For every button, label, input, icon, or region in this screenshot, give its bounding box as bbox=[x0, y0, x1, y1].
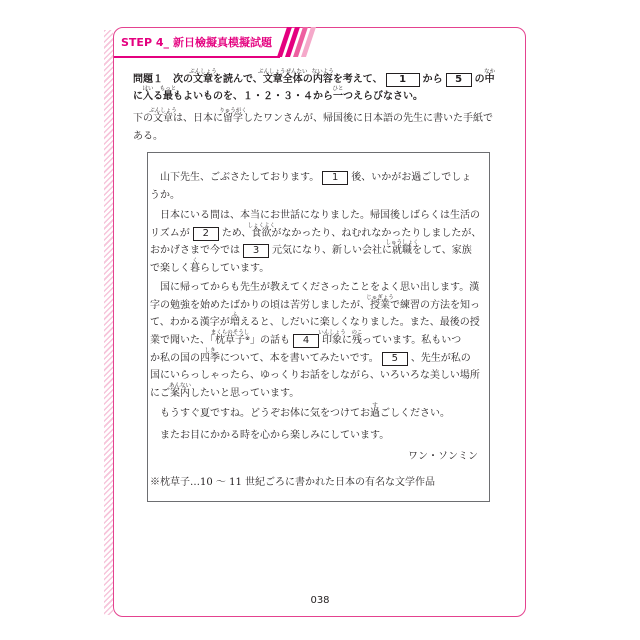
section-header bbox=[121, 36, 272, 50]
text-run: 国に帰ってからも先生が教えてくださったことをよく思い出します。漢 bbox=[160, 282, 480, 293]
furigana-base-text: 就職 bbox=[392, 245, 412, 256]
furigana-reading: じゅぎょう bbox=[366, 295, 394, 301]
furigana-reading: りゅうがく bbox=[219, 108, 247, 114]
text-run: おかげさまで今では bbox=[150, 245, 240, 256]
furigana-word bbox=[189, 69, 217, 86]
text-run: ごしください。 bbox=[380, 408, 450, 419]
footnote-mark: ※ bbox=[245, 335, 251, 342]
furigana-word bbox=[366, 295, 394, 312]
furigana-base-text: 暮 bbox=[190, 263, 200, 274]
letter-line bbox=[150, 312, 480, 329]
text-run: にご bbox=[150, 388, 170, 399]
letter-line bbox=[160, 282, 479, 294]
answer-blank-box: 3 bbox=[243, 244, 269, 258]
text-run: に bbox=[133, 91, 143, 102]
question-instruction-line bbox=[133, 69, 496, 86]
furigana-word bbox=[168, 383, 192, 400]
text-run: 国にいらっしゃったら、ゆっくりお話をしながら、いろいろな美しい場所 bbox=[150, 370, 480, 381]
page-number: 038 bbox=[310, 595, 330, 606]
header-stripes-decoration bbox=[277, 27, 317, 57]
furigana-reading: なか bbox=[484, 69, 496, 75]
furigana-reading: しゅうしょく bbox=[385, 240, 419, 246]
text-run: 元気になり、新しい会社に bbox=[272, 245, 392, 256]
text-run: したいと思っています。 bbox=[190, 388, 300, 399]
furigana-base-text: 過 bbox=[370, 408, 380, 419]
letter-footnote: ※枕草子…10 〜 11 世紀ごろに書かれた日本の有名な文学作品 bbox=[150, 477, 435, 488]
furigana-base-text: 一 bbox=[333, 91, 343, 102]
text-run: をして、家族 bbox=[412, 245, 472, 256]
text-run: したワンさんが、帰国後に日本語の先生に書いた手紙で bbox=[243, 113, 493, 124]
letter-line bbox=[150, 240, 472, 257]
text-run: 」の話も bbox=[250, 335, 291, 346]
furigana-reading: あんない bbox=[168, 383, 192, 389]
furigana-reading: す bbox=[372, 403, 378, 409]
text-run: つえらびなさい。 bbox=[343, 91, 423, 102]
answer-blank-box: 5 bbox=[446, 73, 472, 87]
letter-line bbox=[150, 348, 471, 365]
furigana-base-text: 印象 bbox=[322, 335, 343, 346]
furigana-word bbox=[247, 223, 276, 240]
text-run: は、日本に bbox=[173, 113, 223, 124]
furigana-word bbox=[484, 69, 496, 86]
page-spine-decoration bbox=[104, 30, 113, 615]
furigana-reading: く bbox=[192, 258, 198, 264]
text-run: リズムが bbox=[150, 228, 190, 239]
furigana-base-text: 枕草子 bbox=[215, 335, 245, 346]
letter-signature: ワン・ソンミン bbox=[408, 451, 478, 462]
text-run: 後、いかがお過ごしでしょ bbox=[351, 172, 472, 183]
text-run: もうすぐ夏ですね。どうぞお体に気をつけてお bbox=[160, 408, 370, 419]
text-run: 下の bbox=[133, 113, 153, 124]
furigana-word bbox=[370, 403, 380, 420]
text-run: がなかったり、ねむれなかったりしましたが、 bbox=[271, 228, 482, 239]
text-run: から bbox=[422, 74, 443, 85]
letter-line bbox=[150, 190, 180, 202]
text-run: の bbox=[474, 74, 485, 85]
text-run: 業で聞いた、「 bbox=[150, 335, 215, 346]
furigana-base-text: 食欲 bbox=[251, 228, 272, 239]
text-run: もよいものを、１・２・３・４から bbox=[173, 91, 333, 102]
header-underline bbox=[114, 56, 280, 58]
furigana-base-text: 入 bbox=[143, 91, 153, 102]
answer-blank-box: 1 bbox=[386, 73, 420, 87]
furigana-reading: ひと bbox=[332, 86, 344, 92]
furigana-base-text: 最 bbox=[163, 91, 173, 102]
text-run: に bbox=[342, 335, 353, 346]
text-run: を読んで、 bbox=[213, 74, 263, 85]
text-run: 山下先生、ごぶさたしております。 bbox=[160, 172, 320, 183]
furigana-word bbox=[332, 86, 344, 103]
text-run: で楽しく bbox=[150, 263, 190, 274]
furigana-base-text: 文章 bbox=[153, 113, 173, 124]
section-title: 新日檢擬真模擬試題 bbox=[173, 36, 272, 49]
text-run: か私の国の bbox=[150, 353, 200, 364]
furigana-base-text: 四季 bbox=[200, 353, 220, 364]
step-label: STEP 4_ bbox=[121, 36, 169, 49]
answer-blank-box: 5 bbox=[382, 352, 408, 366]
furigana-reading: しき bbox=[204, 348, 216, 354]
text-run: て、わかる漢字が bbox=[150, 317, 230, 328]
text-run: 、先生が私の bbox=[410, 353, 471, 364]
letter-line bbox=[150, 383, 300, 400]
furigana-reading: はい bbox=[142, 86, 154, 92]
letter-line bbox=[150, 223, 482, 240]
furigana-word bbox=[258, 69, 308, 86]
text-run: で練習の方法を知っ bbox=[390, 300, 480, 311]
letter-line bbox=[160, 210, 480, 222]
text-run: らしています。 bbox=[200, 263, 270, 274]
furigana-reading: ふ bbox=[232, 312, 238, 318]
furigana-reading: いんしょう bbox=[318, 330, 346, 336]
intro-line bbox=[133, 131, 163, 143]
furigana-base-text: 内容 bbox=[312, 74, 333, 85]
furigana-reading: ぶんしょう bbox=[189, 69, 217, 75]
furigana-base-text: 文章全体 bbox=[262, 74, 303, 85]
text-run: またお目にかかる時を心から楽しみにしています。 bbox=[160, 430, 390, 441]
text-run: っています。私もいつ bbox=[362, 335, 462, 346]
furigana-word bbox=[149, 108, 177, 125]
text-run: の bbox=[302, 74, 313, 85]
furigana-word bbox=[159, 86, 177, 103]
text-run: うか。 bbox=[150, 190, 180, 201]
furigana-base-text: 文章 bbox=[193, 74, 213, 85]
furigana-word bbox=[318, 330, 346, 347]
letter-line bbox=[160, 172, 471, 184]
text-run: について、本を書いてみたいです。 bbox=[220, 353, 379, 364]
letter-line bbox=[150, 330, 462, 347]
furigana-reading: ぶんしょうぜんたい bbox=[258, 69, 308, 75]
furigana-base-text: 留学 bbox=[223, 113, 243, 124]
furigana-reading: ないよう bbox=[311, 69, 334, 75]
letter-line bbox=[160, 430, 389, 442]
furigana-base-text: 残 bbox=[352, 335, 363, 346]
furigana-reading: のこ bbox=[351, 330, 363, 336]
furigana-base-text: 中 bbox=[484, 74, 495, 85]
text-run: 問題１ 次の bbox=[133, 74, 193, 85]
furigana-base-text: 増 bbox=[229, 317, 240, 328]
text-run: 字の勉強を始めたばかりの頃は苦労しましたが、 bbox=[150, 300, 370, 311]
text-run: 日本にいる間は、本当にお世話になりました。帰国後しばらくは生活の bbox=[160, 210, 480, 221]
question-instruction-line bbox=[133, 86, 423, 103]
furigana-word bbox=[190, 258, 200, 275]
text-run: る bbox=[153, 91, 163, 102]
text-run: ある。 bbox=[133, 131, 163, 142]
letter-line bbox=[150, 295, 480, 312]
furigana-base-text: 案内 bbox=[170, 388, 190, 399]
furigana-reading: まくらのそうし bbox=[210, 330, 250, 336]
intro-line bbox=[133, 108, 493, 125]
furigana-reading: もっと bbox=[159, 86, 177, 92]
furigana-word bbox=[219, 108, 247, 125]
answer-blank-box: 2 bbox=[193, 227, 219, 241]
letter-line bbox=[150, 258, 270, 275]
furigana-word bbox=[229, 312, 240, 329]
furigana-word bbox=[351, 330, 363, 347]
furigana-word bbox=[200, 348, 220, 365]
letter-line bbox=[160, 403, 450, 420]
furigana-word bbox=[311, 69, 334, 86]
text-run: えると、しだいに楽しくなりました。また、最後の授 bbox=[239, 317, 480, 328]
furigana-reading: しょくよく bbox=[247, 223, 276, 229]
text-run: ため、 bbox=[221, 228, 252, 239]
answer-blank-box: 1 bbox=[322, 171, 348, 185]
furigana-word bbox=[142, 86, 154, 103]
furigana-word bbox=[385, 240, 419, 257]
text-run: を考えて、 bbox=[332, 74, 383, 85]
furigana-word bbox=[210, 330, 250, 347]
furigana-reading: ぶんしょう bbox=[149, 108, 177, 114]
furigana-base-text: 授業 bbox=[370, 300, 390, 311]
answer-blank-box: 4 bbox=[293, 334, 319, 348]
letter-line bbox=[150, 370, 480, 382]
